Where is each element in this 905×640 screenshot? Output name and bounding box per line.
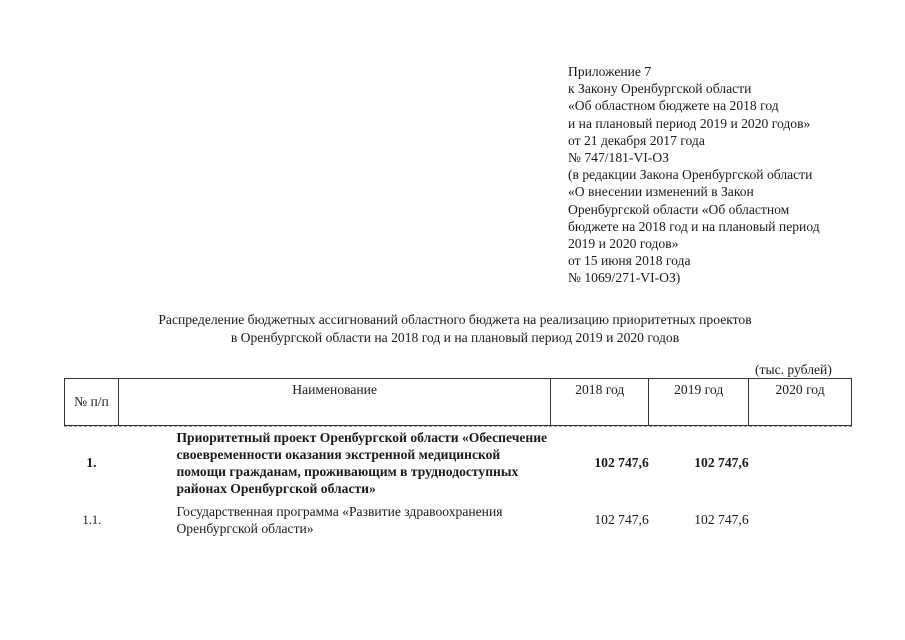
table-row	[65, 500, 852, 540]
header-2019-label: 2019 год	[674, 382, 724, 397]
appendix-header	[568, 63, 888, 287]
appendix-line: 2019 и 2020 годов»	[568, 236, 679, 252]
header-name	[118, 379, 550, 426]
row-value-2019: 102 747,6	[694, 512, 749, 527]
header-2018-label: 2018 год	[575, 382, 625, 397]
row-value-2020	[749, 500, 852, 540]
row-name: Государственная программа «Развитие здравоохранения Оренбургской области»	[176, 504, 503, 536]
row-value-2018: 102 747,6	[594, 455, 649, 470]
row-value-2019: 102 747,6	[694, 455, 749, 470]
appendix-line: № 1069/271-VI-ОЗ)	[568, 270, 681, 286]
row-value-2018: 102 747,6	[594, 512, 649, 527]
header-name-label: Наименование	[292, 382, 377, 397]
appendix-line: к Закону Оренбургской области	[568, 81, 752, 97]
table-row	[65, 426, 852, 501]
appendix-line: бюджете на 2018 год и на плановый период	[568, 218, 820, 234]
appendix-line: № 747/181-VI-ОЗ	[568, 150, 669, 166]
appendix-line: Приложение 7	[568, 64, 652, 79]
header-separator	[64, 426, 852, 427]
budget-table	[64, 378, 852, 540]
header-2020-label: 2020 год	[775, 382, 825, 397]
appendix-line: и на плановый период 2019 и 2020 годов»	[568, 115, 811, 131]
title-line-1: Распределение бюджетных ассигнований областного бюджета на реализацию приоритетных проектов	[158, 312, 752, 327]
header-2018	[551, 379, 649, 426]
header-num-label: № п/п	[74, 394, 109, 409]
header-2019	[649, 379, 749, 426]
document-title	[60, 311, 850, 347]
title-line-2: в Оренбургской области на 2018 год и на плановый период 2019 и 2020 годов	[230, 330, 680, 345]
units-label: (тыс. рублей)	[755, 362, 832, 377]
header-2020	[749, 379, 852, 426]
appendix-line: (в редакции Закона Оренбургской области	[568, 167, 813, 183]
appendix-line: Оренбургской области «Об областном	[568, 201, 790, 217]
row-name: Приоритетный проект Оренбургской области «Обеспечение своевременности оказания экстренной медицинской помощи гражданам, проживающим в труднодоступных районах Оренбургской области»	[176, 430, 548, 496]
row-number: 1.	[86, 455, 97, 470]
row-number: 1.1.	[82, 512, 102, 527]
header-num	[65, 379, 119, 426]
appendix-line: «Об областном бюджете на 2018 год	[568, 98, 779, 114]
appendix-line: от 21 декабря 2017 года	[568, 132, 705, 148]
appendix-line: «О внесении изменений в Закон	[568, 184, 754, 200]
row-value-2020	[749, 426, 852, 501]
table-header	[65, 379, 852, 426]
appendix-line: от 15 июня 2018 года	[568, 253, 691, 269]
